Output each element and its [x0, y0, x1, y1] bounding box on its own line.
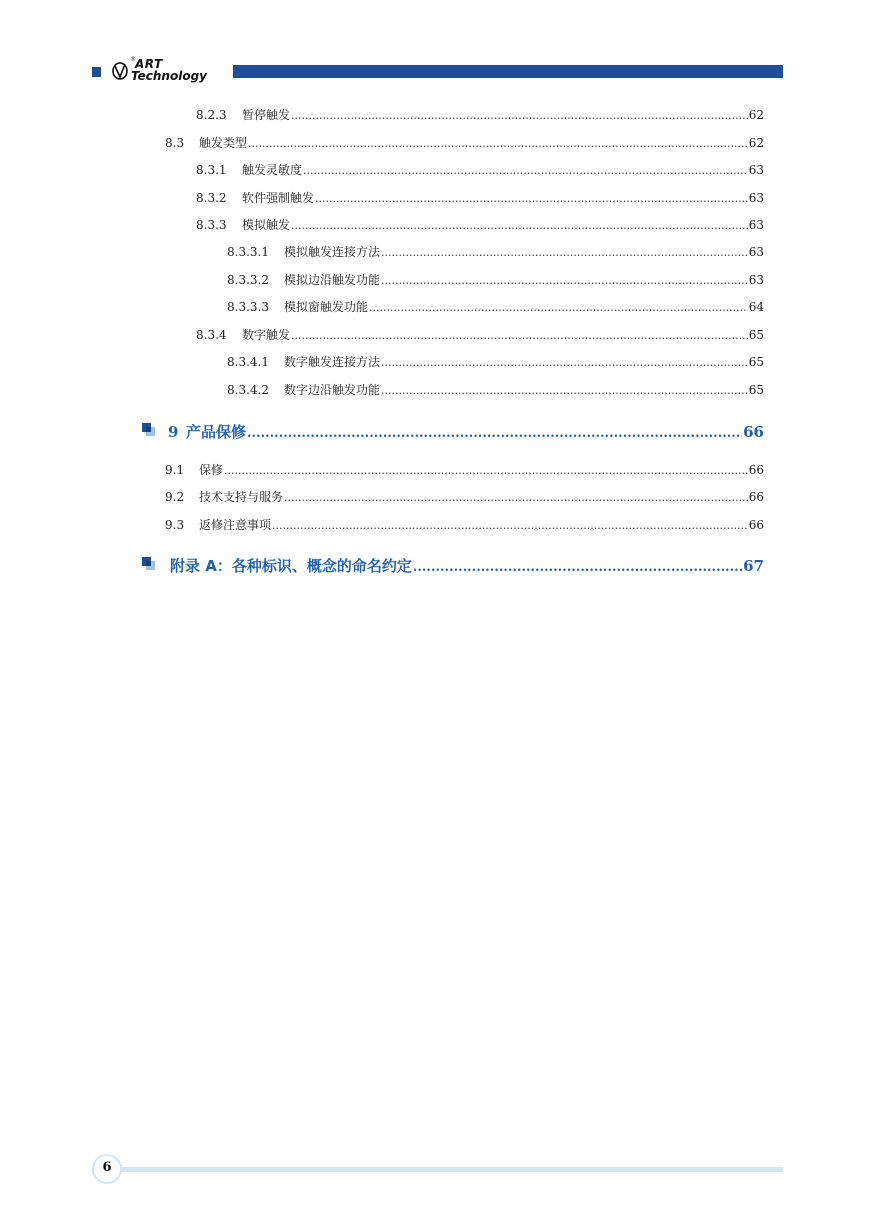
toc-entry[interactable] — [196, 217, 764, 234]
toc-leader-dots — [381, 355, 748, 371]
page-number: 6 — [102, 1160, 112, 1175]
toc-entry-title: 暂停触发 — [242, 108, 291, 122]
logo-art-text: ART — [135, 57, 163, 71]
footer-line — [112, 1167, 783, 1172]
toc-leader-dots — [381, 273, 748, 289]
toc-entry-page: 63 — [748, 191, 764, 205]
toc-entry-number: 8.2.3 — [196, 108, 227, 122]
toc-appendix-entry[interactable] — [170, 556, 764, 578]
toc-entry-page: 65 — [748, 355, 764, 369]
toc-entry[interactable] — [196, 162, 764, 179]
toc-entry-title: 保修 — [199, 463, 224, 477]
toc-leader-dots — [381, 383, 748, 399]
toc-entry-page: 62 — [748, 136, 764, 150]
toc-entry-title: 技术支持与服务 — [199, 490, 284, 504]
toc-entry-page: 66 — [748, 463, 764, 477]
toc-entry-number: 8.3.4.2 — [227, 383, 269, 397]
toc-leader-dots — [272, 518, 748, 534]
toc-entry-page: 63 — [748, 163, 764, 177]
toc-entry-title: 数字触发 — [242, 328, 291, 342]
toc-entry-page: 63 — [748, 273, 764, 287]
toc-entry-page: 66 — [748, 490, 764, 504]
toc-entry-title: 模拟边沿触发功能 — [284, 273, 381, 287]
toc-entry-number: 8.3.3.1 — [227, 245, 269, 259]
logo-emblem-icon — [111, 60, 129, 80]
toc-entry-number: 8.3.3.3 — [227, 300, 269, 314]
header-bar — [233, 65, 783, 78]
toc-entry-page: 63 — [748, 218, 764, 232]
chapter-bullet-icon — [142, 557, 156, 571]
toc-entry-page: 65 — [748, 383, 764, 397]
toc-entry-number: 8.3 — [165, 136, 185, 150]
toc-entry-number: 9.2 — [165, 490, 185, 504]
toc-leader-dots — [369, 300, 748, 316]
toc-entry-title: 模拟触发 — [242, 218, 291, 232]
toc-leader-dots — [381, 245, 748, 261]
toc-entry-number: 9.3 — [165, 518, 185, 532]
toc-entry-number: 8.3.1 — [196, 163, 227, 177]
toc-leader-dots — [224, 463, 748, 479]
toc-entry-title: 软件强制触发 — [242, 191, 315, 205]
toc-leader-dots — [303, 163, 748, 179]
toc-entry-title: 数字触发连接方法 — [284, 355, 381, 369]
toc-entry-page: 63 — [748, 245, 764, 259]
toc-entry[interactable] — [165, 489, 764, 506]
toc-entry[interactable] — [227, 244, 764, 261]
toc-entry-page: 65 — [748, 328, 764, 342]
toc-entry-number: 9.1 — [165, 463, 185, 477]
toc-leader-dots — [291, 328, 748, 344]
toc-leader-dots — [413, 558, 742, 578]
toc-entry-page: 62 — [748, 108, 764, 122]
toc-entry-title: 触发灵敏度 — [242, 163, 303, 177]
chapter-bullet-icon — [142, 423, 156, 437]
toc-entry-number: 8.3.4.1 — [227, 355, 269, 369]
toc-entry-title: 返修注意事项 — [199, 518, 272, 532]
toc-chapter-title: 产品保修 — [186, 423, 247, 441]
toc-entry-number: 8.3.3.2 — [227, 273, 269, 287]
toc-entry[interactable] — [165, 517, 764, 534]
art-technology-logo — [111, 58, 226, 86]
toc-entry-title: 模拟窗触发功能 — [284, 300, 369, 314]
toc-leader-dots — [291, 108, 748, 124]
toc-entry[interactable] — [165, 135, 764, 152]
toc-chapter-entry[interactable] — [168, 422, 764, 444]
toc-entry-title: 触发类型 — [199, 136, 248, 150]
logo-registered-mark: ® — [130, 56, 136, 63]
toc-leader-dots — [248, 136, 748, 152]
toc-entry[interactable] — [196, 190, 764, 207]
toc-chapter-page: 66 — [743, 423, 764, 441]
header-square-marker — [92, 67, 101, 77]
toc-leader-dots — [291, 218, 748, 234]
toc-appendix-title: 附录 A：各种标识、概念的命名约定 — [170, 557, 412, 575]
toc-leader-dots — [315, 191, 748, 207]
toc-entry[interactable] — [227, 272, 764, 289]
toc-entry-title: 模拟触发连接方法 — [284, 245, 381, 259]
toc-entry[interactable] — [227, 354, 764, 371]
toc-entry[interactable] — [196, 107, 764, 124]
toc-entry[interactable] — [227, 382, 764, 399]
toc-entry[interactable] — [196, 327, 764, 344]
toc-entry[interactable] — [227, 299, 764, 316]
toc-entry-page: 66 — [748, 518, 764, 532]
logo-technology-text: Technology — [131, 69, 207, 83]
toc-entry-number: 8.3.2 — [196, 191, 227, 205]
toc-leader-dots — [284, 490, 748, 506]
toc-appendix-page: 67 — [743, 557, 764, 575]
toc-entry-title: 数字边沿触发功能 — [284, 383, 381, 397]
toc-entry-page: 64 — [748, 300, 764, 314]
toc-entry[interactable] — [165, 462, 764, 479]
toc-entry-number: 8.3.3 — [196, 218, 227, 232]
toc-chapter-number: 9 — [168, 423, 179, 441]
toc-entry-number: 8.3.4 — [196, 328, 227, 342]
toc-leader-dots — [247, 424, 742, 444]
